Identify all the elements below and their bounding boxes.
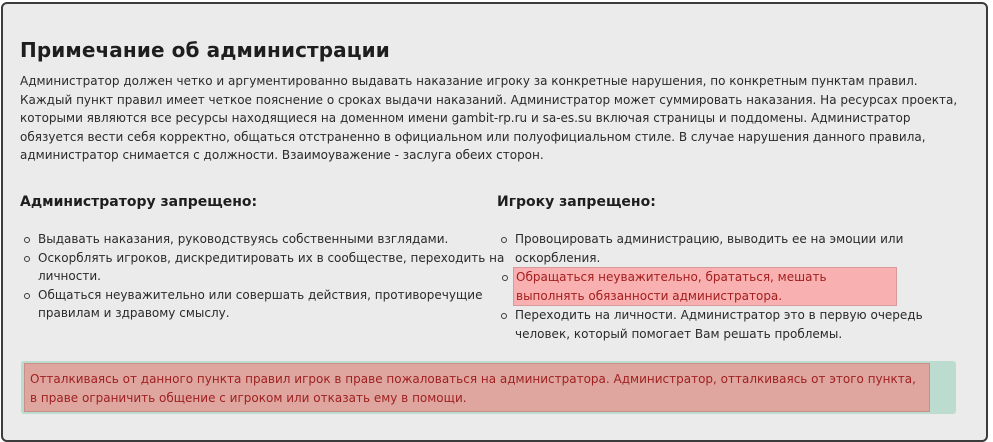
- list-item-text: Обращаться неуважительно, брататься, мешать выполнять обязанности администратора.: [516, 270, 827, 303]
- rules-panel: [1, 2, 988, 442]
- bullet-icon: [502, 275, 508, 281]
- page-title: Примечание об администрации: [20, 38, 390, 62]
- player-forbidden-title: Игроку запрещено:: [497, 194, 656, 210]
- list-item: [515, 306, 925, 343]
- bullet-icon: [501, 237, 507, 243]
- list-item: [38, 249, 508, 286]
- bullet-icon: [24, 237, 30, 243]
- bullet-icon: [24, 256, 30, 262]
- admin-forbidden-title: Администратору запрещено:: [20, 194, 258, 210]
- admin-forbidden-list: [20, 230, 508, 323]
- list-item-text: Провоцировать администрацию, выводить ее на эмоции или оскорбления.: [515, 232, 904, 265]
- bullet-icon: [24, 293, 30, 299]
- bullet-icon: [501, 313, 507, 319]
- list-item-text: Выдавать наказания, руководствуясь собственными взглядами.: [38, 232, 449, 246]
- list-item-text: Переходить на личности. Администратор это в первую очередь человек, который помогает Вам решать проблемы.: [515, 308, 923, 341]
- list-item: [38, 230, 508, 249]
- note-callout: [21, 361, 956, 414]
- intro-paragraph: Администратор должен четко и аргументированно выдавать наказание игроку за конкретные нарушения, по конкретным пунктам правил. Каждый пункт правил имеет четкое пояснение о сроках выдачи наказаний. Администратор может суммировать наказания. На ресурсах проекта, которыми являются все ресурсы находящиеся на доменном имени gambit-rp.ru и sa-es.su включая страницы и поддомены. Администратор обязуется вести себя корректно, общаться отстраненно в официальном или полуофициальном стиле. В случае нарушения данного правила, администратор снимается с должности. Взаимоуважение - заслуга обеих сторон.: [20, 74, 958, 163]
- player-forbidden-list: [497, 230, 925, 344]
- list-item-text: Общаться неуважительно или совершать действия, противоречущие правилам и здравому смыслу.: [38, 287, 483, 321]
- list-item: [515, 230, 925, 267]
- list-item: [38, 286, 508, 323]
- list-item-text: Оскорблять игроков, дискредитировать их в сообществе, переходить на личности.: [38, 250, 505, 284]
- list-item-highlighted: [513, 267, 897, 306]
- note-text: Отталкиваясь от данного пункта правил игрок в праве пожаловаться на администратора. Администратор, отталкиваясь от этого пункта, в праве ограничить общение с игроком или отказать ему в помощи.: [24, 363, 930, 412]
